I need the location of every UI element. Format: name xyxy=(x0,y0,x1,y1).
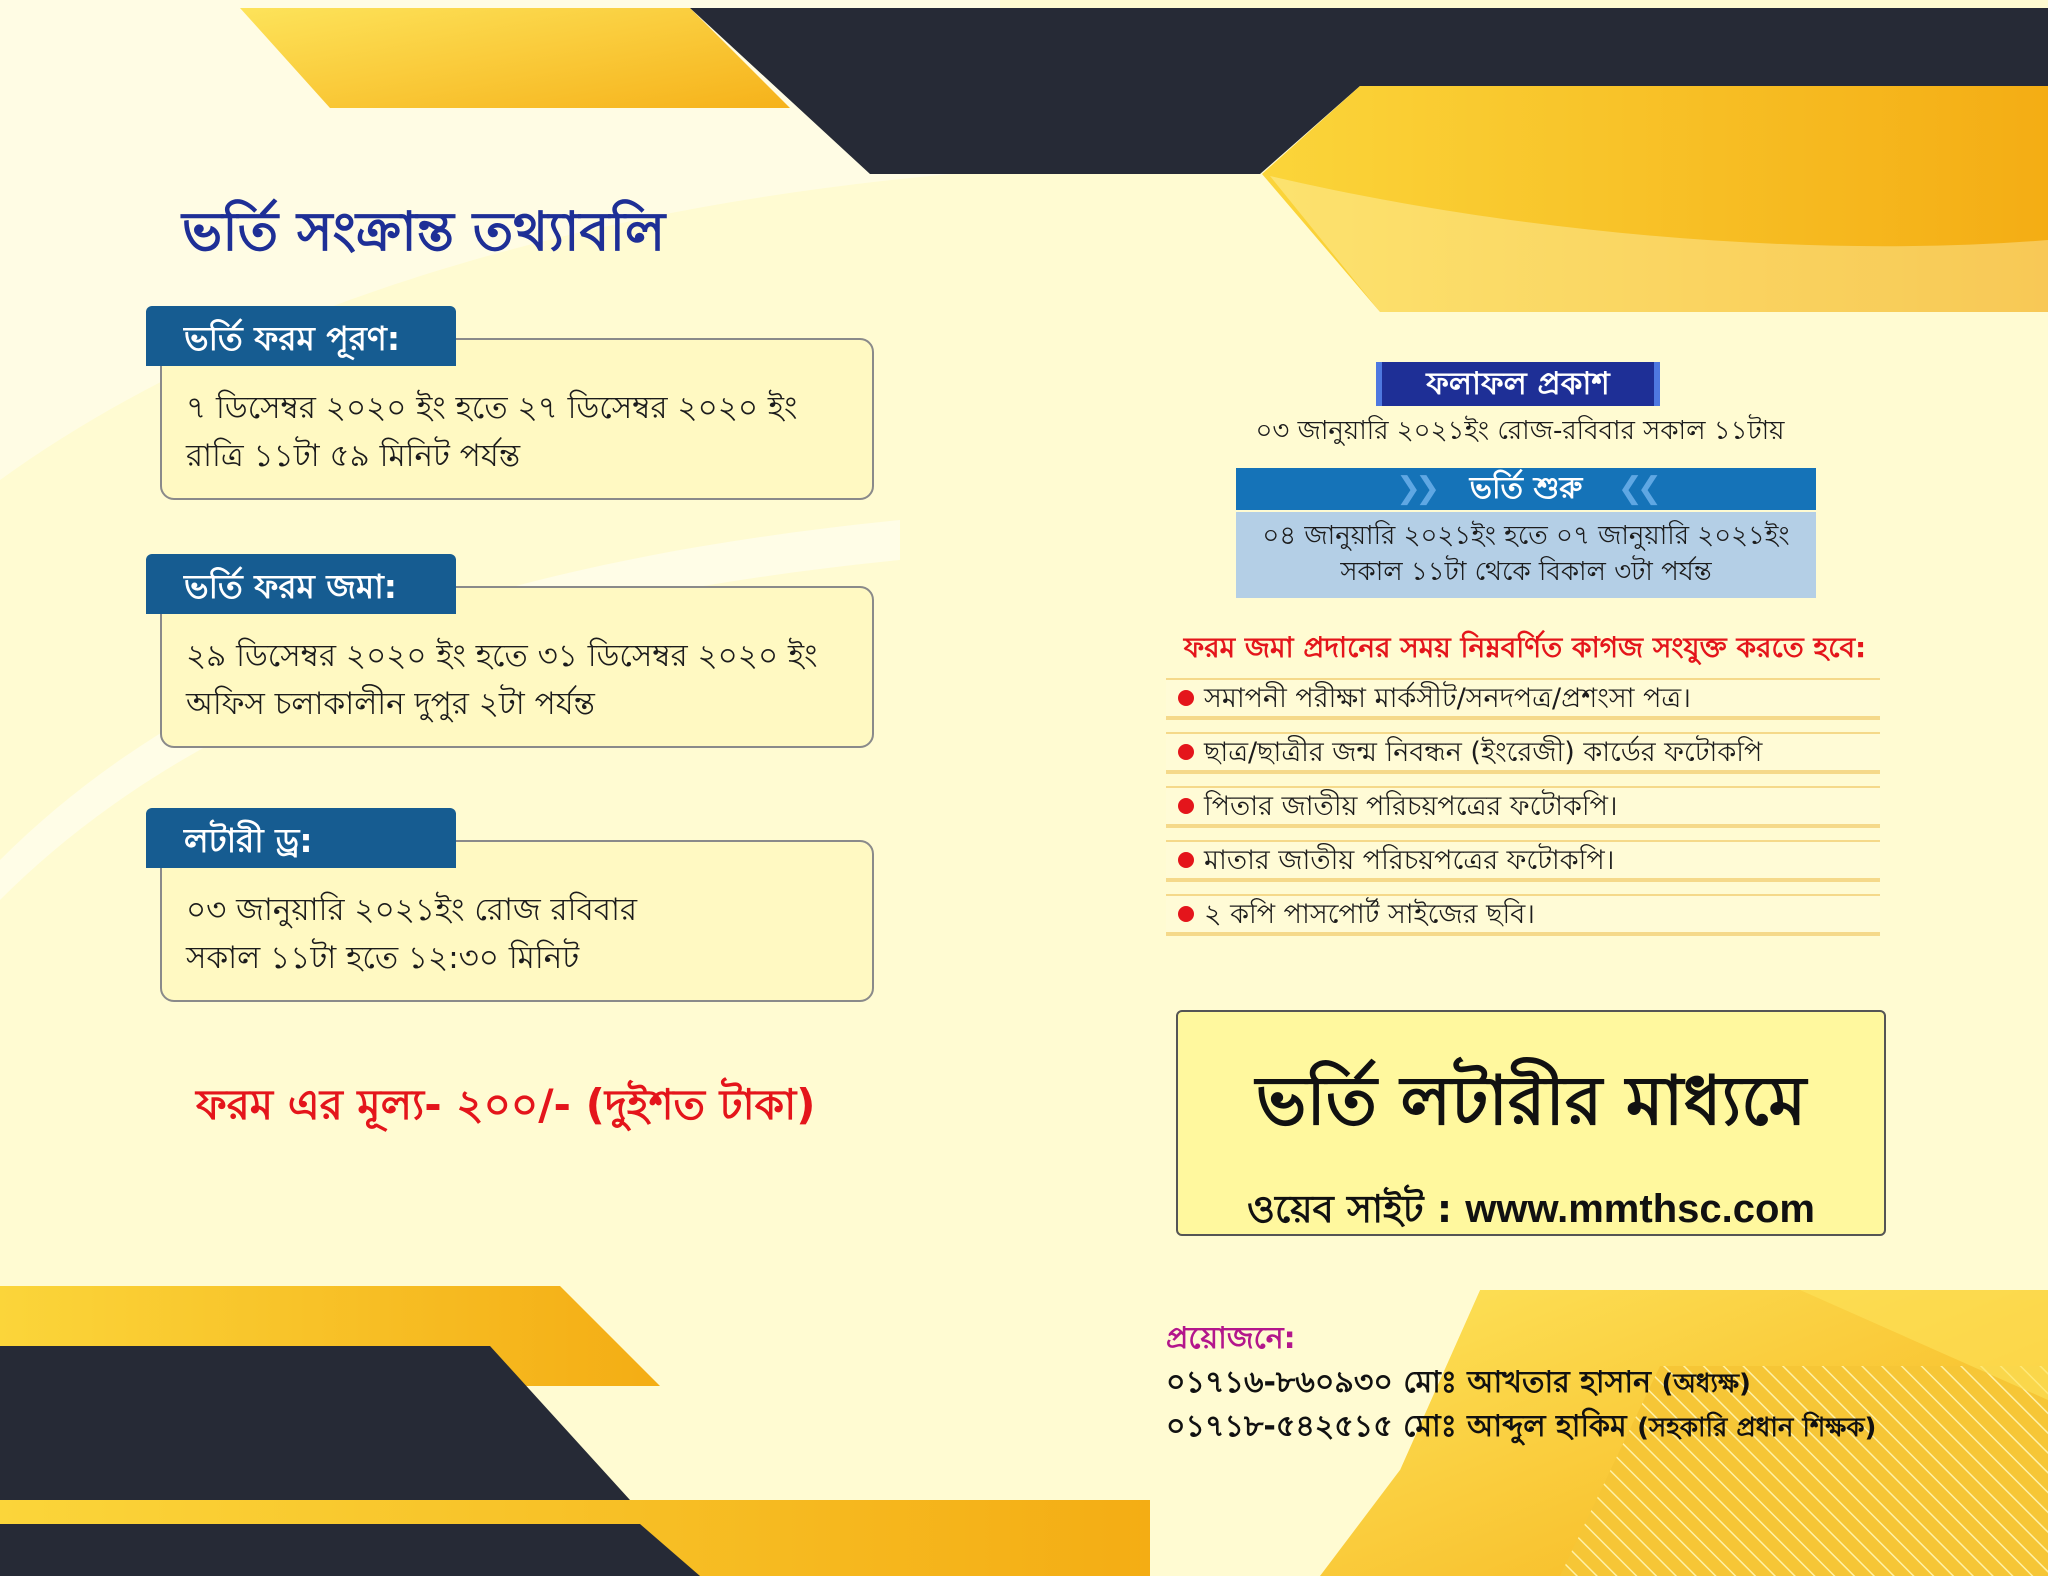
section-line: ২৯ ডিসেম্বর ২০২০ ইং হতে ৩১ ডিসেম্বর ২০২০ ইং xyxy=(186,638,818,674)
contact-name: মোঃ আব্দুল হাকিম xyxy=(1403,1409,1627,1444)
documents-list xyxy=(1166,678,1880,948)
admission-line: ০৪ জানুয়ারি ২০২১ইং হতে ০৭ জানুয়ারি ২০২১ইং xyxy=(1262,521,1790,551)
section-label-form-submit: ভর্তি ফরম জমা: xyxy=(146,554,456,614)
list-item xyxy=(1166,786,1880,828)
website-line xyxy=(1178,1180,1884,1244)
website-link[interactable]: www.mmthsc.com xyxy=(1465,1187,1815,1231)
admission-line: সকাল ১১টা থেকে বিকাল ৩টা পর্যন্ত xyxy=(1340,557,1712,587)
bullet-icon xyxy=(1178,798,1194,814)
contact-phone[interactable]: ০১৭১৬-৮৬০৯৩০ xyxy=(1166,1365,1393,1400)
chevron-left-icon: ❮❮ xyxy=(1617,471,1656,506)
list-item xyxy=(1166,678,1880,720)
list-item xyxy=(1166,894,1880,936)
page-title: ভর্তি সংক্রান্ত তথ্যাবলি xyxy=(182,200,666,263)
bullet-icon xyxy=(1178,852,1194,868)
section-line: ৭ ডিসেম্বর ২০২০ ইং হতে ২৭ ডিসেম্বর ২০২০ ইং xyxy=(186,390,798,426)
section-line: সকাল ১১টা হতে ১২:৩০ মিনিট xyxy=(186,940,580,976)
list-item xyxy=(1166,732,1880,774)
list-item-text: ছাত্র/ছাত্রীর জন্ম নিবন্ধন (ইংরেজী) কার্ডের ফটোকপি xyxy=(1204,737,1763,768)
contact-phone[interactable]: ০১৭১৮-৫৪২৫১৫ xyxy=(1166,1409,1393,1444)
result-label: ফলাফল প্রকাশ xyxy=(1376,362,1660,406)
section-line: ০৩ জানুয়ারি ২০২১ইং রোজ রবিবার xyxy=(186,892,638,928)
section-line: রাত্রি ১১টা ৫৯ মিনিট পর্যন্ত xyxy=(186,438,521,474)
list-item-text: ২ কপি পাসপোর্ট সাইজের ছবি। xyxy=(1204,899,1535,930)
bullet-icon xyxy=(1178,744,1194,760)
contact-name: মোঃ আখতার হাসান xyxy=(1403,1365,1652,1400)
form-price: ফরম এর মূল্য- ২০০/- (দুইশত টাকা) xyxy=(196,1080,816,1129)
list-item xyxy=(1166,840,1880,882)
documents-title: ফরম জমা প্রদানের সময় নিম্নবর্ণিত কাগজ সংযুক্ত করতে হবে: xyxy=(1183,631,1867,664)
lottery-info-box xyxy=(1176,1010,1886,1236)
bullet-icon xyxy=(1178,690,1194,706)
section-line: অফিস চলাকালীন দুপুর ২টা পর্যন্ত xyxy=(186,686,595,722)
contact-label: প্রয়োজনে: xyxy=(1166,1321,1296,1356)
contact-role: (অধ্যক্ষ) xyxy=(1661,1369,1751,1399)
lottery-title: ভর্তি লটারীর মাধ্যমে xyxy=(1255,1062,1807,1141)
admission-dates xyxy=(1236,512,1816,598)
section-label-form-fillup: ভর্তি ফরম পূরণ: xyxy=(146,306,456,366)
list-item-text: মাতার জাতীয় পরিচয়পত্রের ফটোকপি। xyxy=(1204,845,1615,876)
section-label-lottery-draw: লটারী ড্র: xyxy=(146,808,456,868)
admission-label: ভর্তি শুরু xyxy=(1469,471,1583,506)
chevron-right-icon: ❯❯ xyxy=(1396,471,1435,506)
result-date: ০৩ জানুয়ারি ২০২১ইং রোজ-রবিবার সকাল ১১টায় xyxy=(1255,416,1785,446)
contact-row xyxy=(1166,1402,1876,1453)
list-item-text: সমাপনী পরীক্ষা মার্কসীট/সনদপত্র/প্রশংসা পত্র। xyxy=(1204,683,1691,714)
bullet-icon xyxy=(1178,906,1194,922)
list-item-text: পিতার জাতীয় পরিচয়পত্রের ফটোকপি। xyxy=(1204,791,1618,822)
contact-role: (সহকারি প্রধান শিক্ষক) xyxy=(1637,1413,1877,1443)
website-label: ওয়েব সাইট : xyxy=(1247,1187,1453,1231)
admission-label-bar xyxy=(1236,468,1816,510)
